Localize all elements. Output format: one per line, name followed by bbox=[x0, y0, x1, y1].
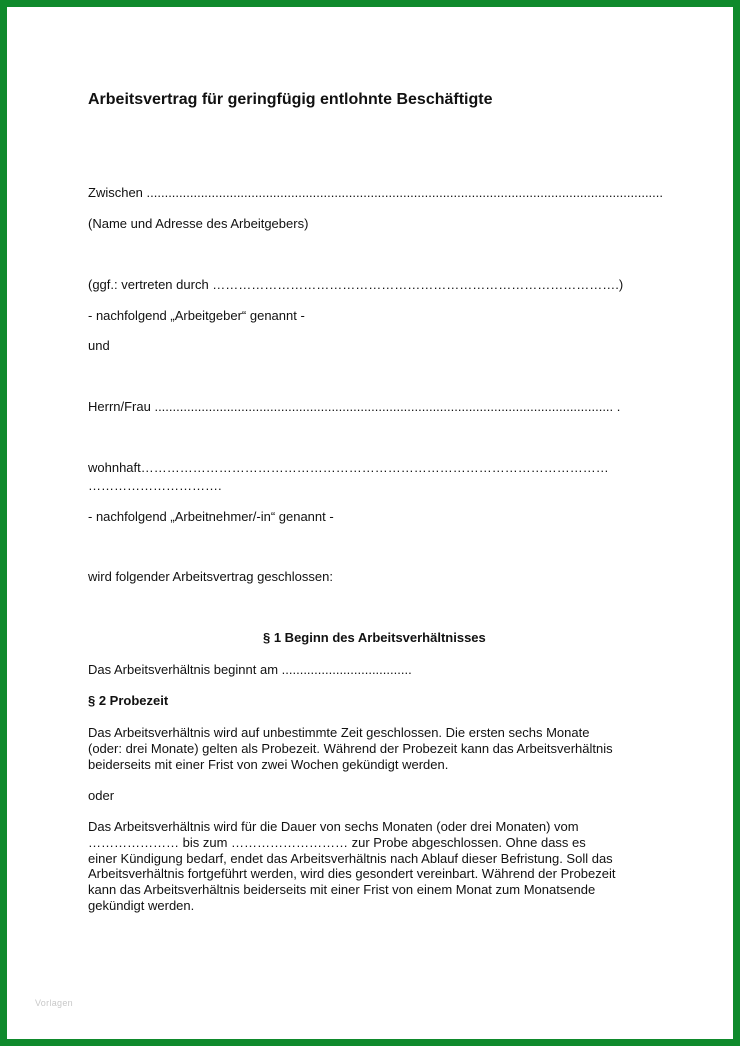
section1-text: Das Arbeitsverhältnis beginnt am .................................... bbox=[88, 662, 412, 677]
paragraph-line: ………………… bis zum ……………………… zur Probe abgeschlossen. Ohne dass es bbox=[88, 834, 586, 850]
geschlossen-text: wird folgender Arbeitsvertrag geschlossen: bbox=[88, 569, 333, 584]
vertreten-line: (ggf.: vertreten durch ………………………………………………………………………………….) bbox=[88, 277, 624, 292]
paragraph-line: Das Arbeitsverhältnis wird für die Dauer von sechs Monaten (oder drei Monaten) vom bbox=[88, 819, 579, 834]
paragraph-line: beiderseits mit einer Frist von zwei Wochen gekündigt werden. bbox=[88, 756, 449, 772]
arbeitgeber-hint: (Name und Adresse des Arbeitgebers) bbox=[88, 216, 309, 231]
arbeitnehmer-label: - nachfolgend „Arbeitnehmer/-in“ genannt - bbox=[88, 509, 334, 524]
herr-frau-line: Herrn/Frau ............................................................................................................................... . bbox=[88, 399, 621, 414]
watermark: Vorlagen bbox=[35, 998, 73, 1008]
section2-paragraph-1 bbox=[88, 725, 658, 772]
section2-heading: § 2 Probezeit bbox=[88, 693, 169, 708]
paragraph-line: Das Arbeitsverhältnis wird auf unbestimmte Zeit geschlossen. Die ersten sechs Monate bbox=[88, 725, 590, 740]
paragraph-line: einer Kündigung bedarf, endet das Arbeitsverhältnis nach Ablauf dieser Befristung. Soll das bbox=[88, 850, 613, 866]
section1-heading: § 1 Beginn des Arbeitsverhältnisses bbox=[263, 630, 486, 645]
paragraph-line: (oder: drei Monate) gelten als Probezeit. Während der Probezeit kann das Arbeitsverhältnis bbox=[88, 740, 613, 756]
arbeitgeber-label: - nachfolgend „Arbeitgeber“ genannt - bbox=[88, 308, 305, 323]
wohnhaft-line-1: wohnhaft……………………………………………………………………………………………… bbox=[88, 460, 609, 475]
paragraph-line: Arbeitsverhältnis fortgeführt werden, wird dies gesondert vereinbart. Während der Probezeit bbox=[88, 866, 616, 882]
paragraph-line: gekündigt werden. bbox=[88, 897, 195, 913]
zwischen-line: Zwischen ............................................................................................................................................... bbox=[88, 185, 664, 200]
document-title: Arbeitsvertrag für geringfügig entlohnte Beschäftigte bbox=[88, 91, 493, 108]
und-text: und bbox=[88, 338, 110, 353]
oder-text: oder bbox=[88, 788, 115, 803]
section2-paragraph-2 bbox=[88, 819, 658, 914]
paragraph-line: kann das Arbeitsverhältnis beiderseits mit einer Frist von einem Monat zum Monatsende bbox=[88, 882, 596, 898]
wohnhaft-line-2: …………………………. bbox=[88, 478, 222, 493]
